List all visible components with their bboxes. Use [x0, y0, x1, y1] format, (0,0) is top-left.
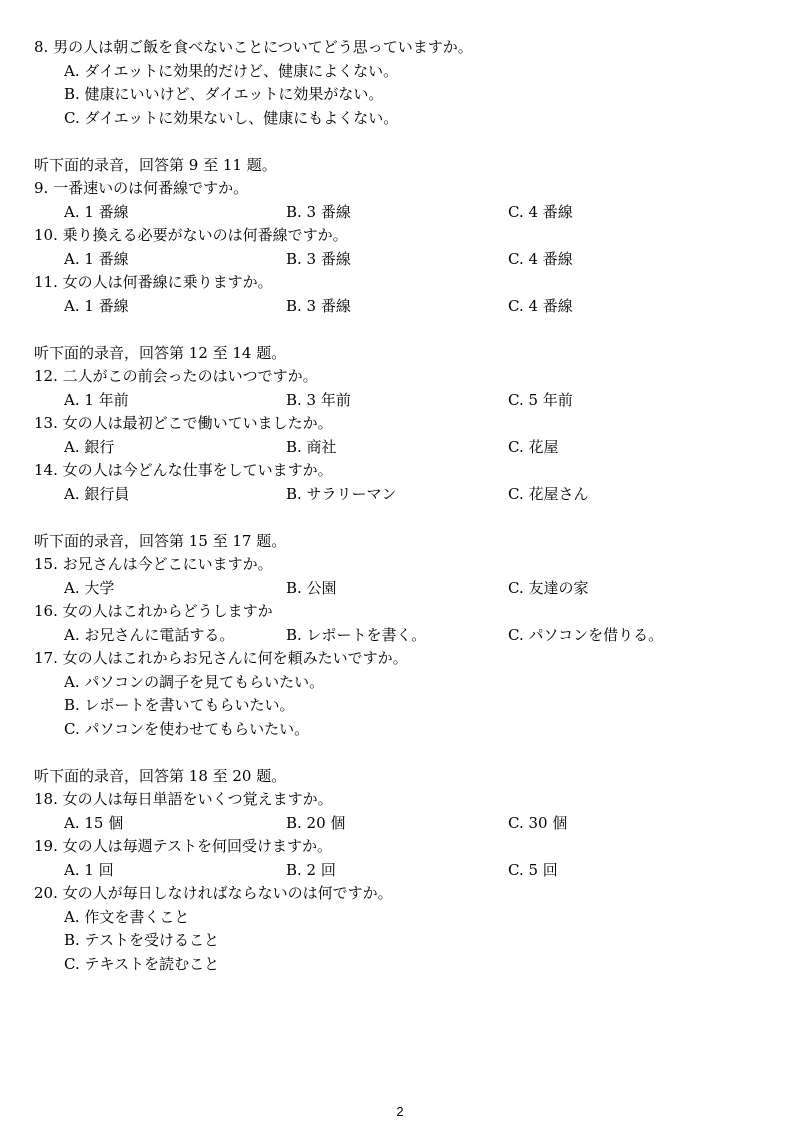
q13-option-a: A. 銀行	[64, 437, 115, 456]
q13-options	[34, 436, 774, 460]
q16-option-c: C. パソコンを借りる。	[508, 625, 664, 644]
q11-option-a: A. 1 番線	[64, 296, 129, 315]
q18-option-c: C. 30 個	[508, 813, 568, 832]
q16-option-b: B. レポートを書く。	[286, 625, 427, 644]
q20-option-c: C. テキストを読むこと	[64, 954, 220, 973]
question-17: 17. 女の人はこれからお兄さんに何を頼みたいですか。	[34, 649, 408, 667]
question-20: 20. 女の人が毎日しなければならないのは何ですか。	[34, 884, 393, 902]
q12-options	[34, 389, 774, 413]
q14-option-c: C. 花屋さん	[508, 484, 589, 503]
q17-option-b: B. レポートを書いてもらいたい。	[64, 696, 295, 714]
section-instruction-12-14: 听下面的录音，回答第 12 至 14 题。	[34, 343, 287, 362]
question-12: 12. 二人がこの前会ったのはいつですか。	[34, 367, 318, 385]
q10-options	[34, 248, 774, 272]
q18-options	[34, 812, 774, 836]
question-10: 10. 乗り換える必要がないのは何番線ですか。	[34, 226, 348, 244]
q17-option-a: A. パソコンの調子を見てもらいたい。	[64, 672, 325, 691]
spacer	[34, 506, 774, 530]
q15-option-a: A. 大学	[64, 578, 115, 597]
q19-option-c: C. 5 回	[508, 860, 558, 879]
q18-option-b: B. 20 個	[286, 813, 346, 832]
q17-option-c: C. パソコンを使わせてもらいたい。	[64, 719, 310, 738]
q10-option-b: B. 3 番線	[286, 249, 351, 268]
q16-options	[34, 624, 774, 648]
q11-option-c: C. 4 番線	[508, 296, 573, 315]
q20-option-b: B. テストを受けること	[64, 931, 219, 949]
q9-option-c: C. 4 番線	[508, 202, 573, 221]
q15-option-b: B. 公園	[286, 578, 337, 597]
q11-option-b: B. 3 番線	[286, 296, 351, 315]
section-instruction-9-11: 听下面的录音，回答第 9 至 11 题。	[34, 155, 277, 174]
q10-option-c: C. 4 番線	[508, 249, 573, 268]
page-number: 2	[396, 1104, 404, 1119]
q9-options	[34, 201, 774, 225]
q9-option-a: A. 1 番線	[64, 202, 129, 221]
question-16: 16. 女の人はこれからどうしますか	[34, 602, 273, 620]
question-13: 13. 女の人は最初どこで働いていましたか。	[34, 414, 333, 432]
question-14: 14. 女の人は今どんな仕事をしていますか。	[34, 461, 333, 479]
q14-option-a: A. 銀行員	[64, 484, 130, 503]
exam-page-content	[34, 36, 774, 976]
question-8: 8. 男の人は朝ご飯を食べないことについてどう思っていますか。	[34, 38, 473, 56]
q11-options	[34, 295, 774, 319]
question-9: 9. 一番速いのは何番線ですか。	[34, 179, 249, 197]
q19-option-a: A. 1 回	[64, 860, 114, 879]
question-15: 15. お兄さんは今どこにいますか。	[34, 555, 273, 573]
q8-option-a: A. ダイエットに効果的だけど、健康によくない。	[64, 61, 399, 80]
q9-option-b: B. 3 番線	[286, 202, 351, 221]
q16-option-a: A. お兄さんに電話する。	[64, 625, 235, 644]
question-18: 18. 女の人は毎日単語をいくつ覚えますか。	[34, 790, 333, 808]
q15-options	[34, 577, 774, 601]
q14-options	[34, 483, 774, 507]
q19-option-b: B. 2 回	[286, 860, 336, 879]
section-instruction-18-20: 听下面的录音，回答第 18 至 20 题。	[34, 766, 287, 785]
question-11: 11. 女の人は何番線に乗りますか。	[34, 273, 273, 291]
q8-option-b: B. 健康にいいけど、ダイエットに効果がない。	[64, 85, 384, 103]
q20-option-a: A. 作文を書くこと	[64, 907, 190, 926]
q14-option-b: B. サラリーマン	[286, 484, 397, 503]
spacer	[34, 318, 774, 342]
q10-option-a: A. 1 番線	[64, 249, 129, 268]
q12-option-c: C. 5 年前	[508, 390, 573, 409]
q13-option-b: B. 商社	[286, 437, 337, 456]
q12-option-b: B. 3 年前	[286, 390, 351, 409]
question-19: 19. 女の人は毎週テストを何回受けますか。	[34, 837, 333, 855]
spacer	[34, 741, 774, 765]
q13-option-c: C. 花屋	[508, 437, 559, 456]
q12-option-a: A. 1 年前	[64, 390, 129, 409]
q18-option-a: A. 15 個	[64, 813, 124, 832]
spacer	[34, 130, 774, 154]
q19-options	[34, 859, 774, 883]
q15-option-c: C. 友達の家	[508, 578, 589, 597]
section-instruction-15-17: 听下面的录音，回答第 15 至 17 题。	[34, 531, 287, 550]
q8-option-c: C. ダイエットに効果ないし、健康にもよくない。	[64, 108, 399, 127]
